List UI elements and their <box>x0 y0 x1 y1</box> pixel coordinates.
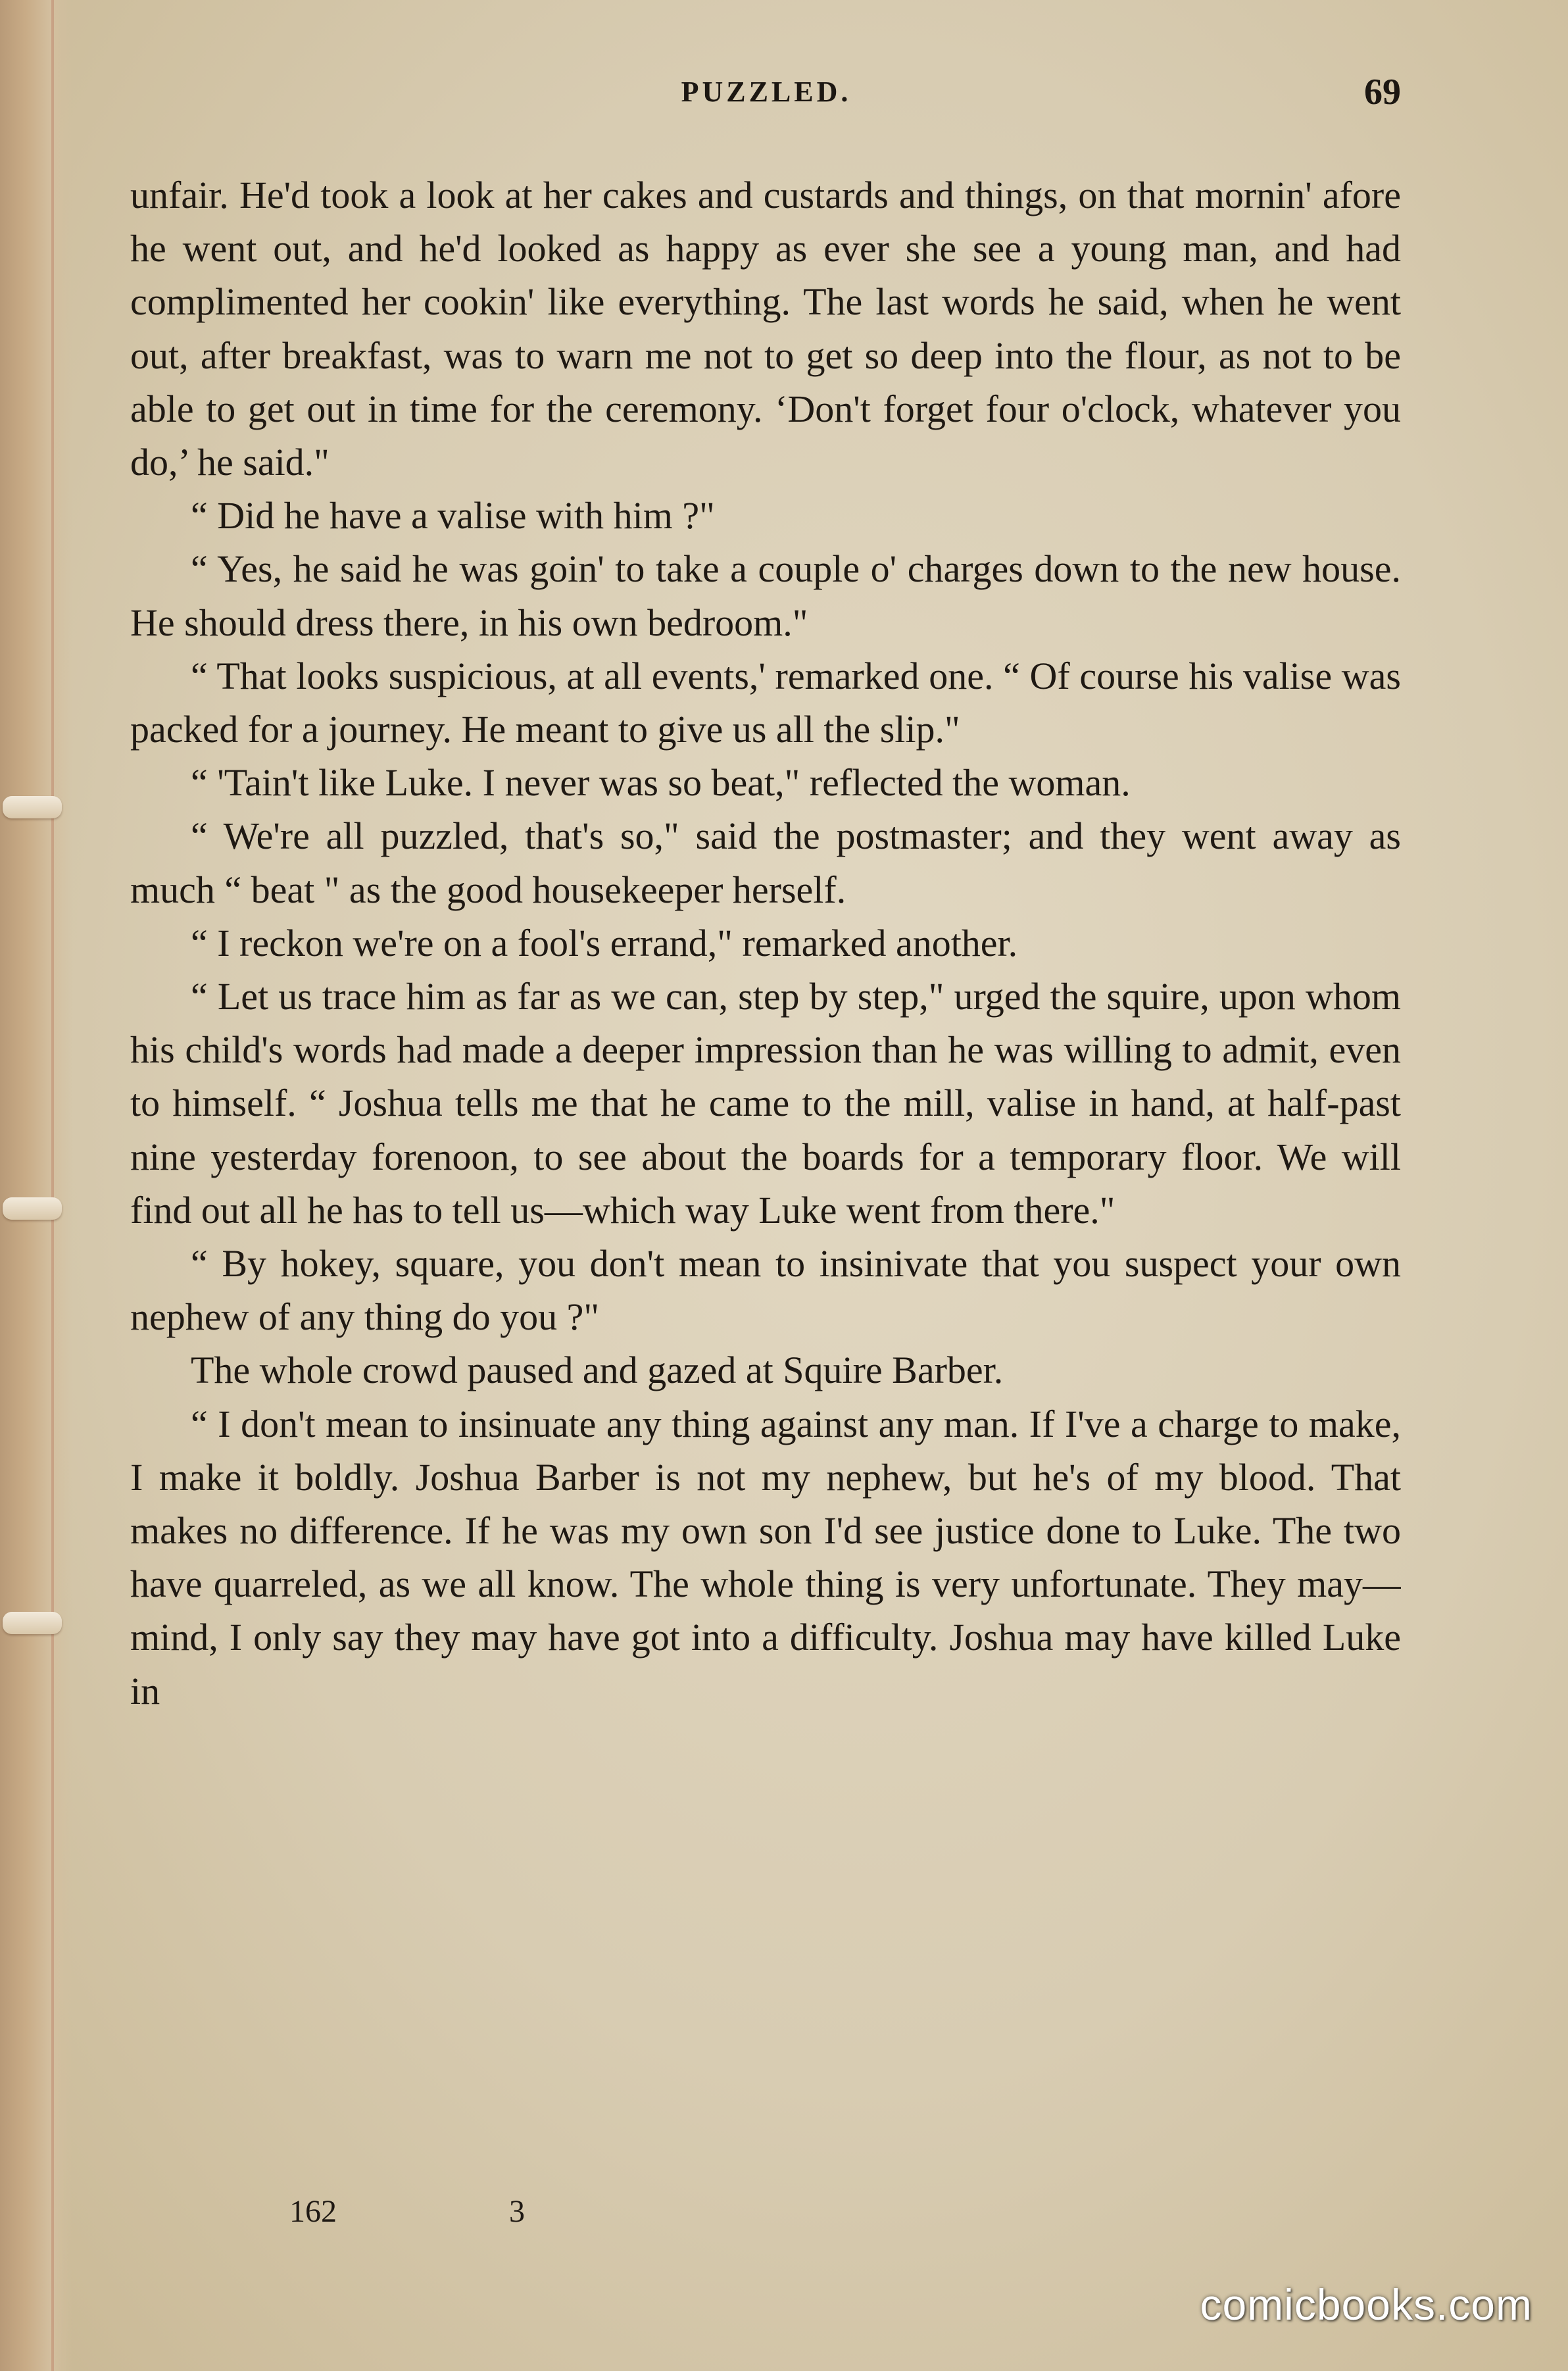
binding-stitch <box>3 796 62 818</box>
paragraph: “ Did he have a valise with him ?" <box>191 494 715 537</box>
gutter-fold-line <box>51 0 54 2371</box>
paragraph: “ We're all puzzled, that's so," said the postmaster; and they went away as much “ beat " as the good housekeeper herself. <box>130 814 1401 911</box>
printer-signature: 162 <box>289 2194 337 2229</box>
body-text <box>130 168 1401 2162</box>
page-number: 69 <box>1364 72 1401 112</box>
paragraph: “ That looks suspicious, at all events,' remarked one. “ Of course his valise was packed for a journey. He meant to give us all the slip." <box>130 654 1401 751</box>
signature-mark: 3 <box>509 2194 525 2229</box>
paragraph: “ By hokey, square, you don't mean to insinivate that you suspect your own nephew of any thing do you ?" <box>130 1242 1401 1339</box>
paragraph: “ Yes, he said he was goin' to take a couple o' charges down to the new house. He should dress there, in his own bedroom." <box>130 547 1401 644</box>
binding-stitch <box>3 1612 62 1634</box>
paragraph: “ Let us trace him as far as we can, step by step," urged the squire, upon whom his child's words had made a deeper impression than he was willing to admit, even to himself. “ Joshua tells me that he came to the mill, valise in hand, at half-past nine yesterday forenoon, to see about the boards for a temporary floor. We will find out all he has to tell us—which way Luke went from there." <box>130 975 1401 1232</box>
page-header <box>132 71 1401 124</box>
running-head: PUZZLED. <box>681 76 852 108</box>
paragraph: “ I don't mean to insinuate any thing against any man. If I've a charge to make, I make it boldly. Joshua Barber is not my nephew, but he's of my blood. That makes no difference. If he was my own son I'd see justice done to Luke. The two have quarreled, as we all know. The whole thing is very unfortunate. They may—mind, I only say they may have got into a difficulty. Joshua may have killed Luke in <box>130 1402 1401 1712</box>
paragraph: “ I reckon we're on a fool's errand," remarked another. <box>191 921 1018 964</box>
paragraph: “ 'Tain't like Luke. I never was so beat," reflected the woman. <box>191 761 1131 805</box>
binding-stitch <box>3 1197 62 1220</box>
paragraph: The whole crowd paused and gazed at Squire Barber. <box>191 1349 1004 1392</box>
paragraph: unfair. He'd took a look at her cakes and custards and things, on that mornin' afore he went out, and he'd looked as happy as ever she see a young man, and had complimented her cookin' like everything. The last words he said, when he went out, after breakfast, was to warn me not to get so deep into the flour, as not to be able to get out in time for the ceremony. ‘Don't forget four o'clock, whatever you do,’ he said." <box>130 174 1401 484</box>
binding-gutter <box>0 0 72 2371</box>
source-watermark: comicbooks.com <box>1200 2280 1532 2329</box>
